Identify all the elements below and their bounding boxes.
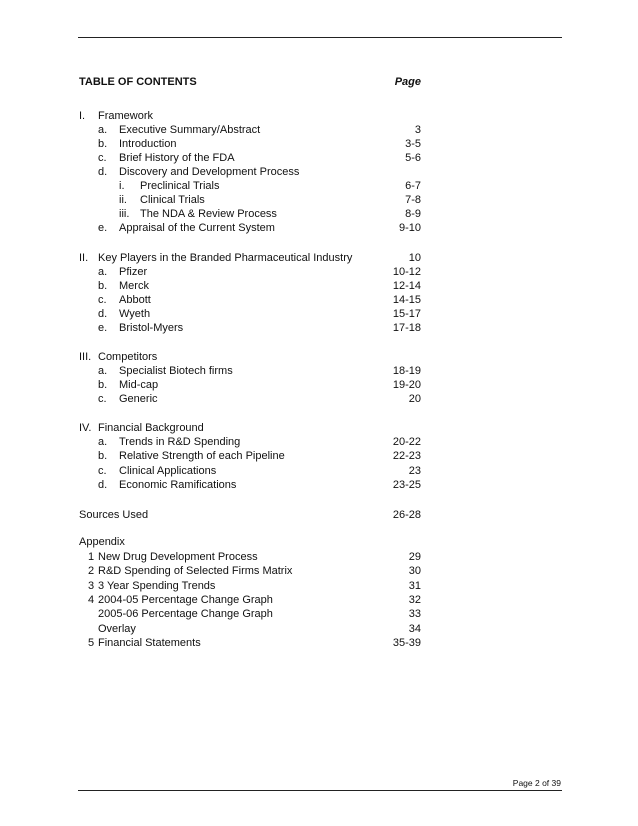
appendix-page: 30 [408,565,421,577]
appendix-entry [0,622,638,636]
entry-page: 15-17 [392,308,421,320]
entry-page: 14-15 [392,294,421,306]
sources-page: 26-28 [392,509,421,521]
toc-section [0,109,638,123]
entry-number: e. [98,322,108,334]
appendix-entry [0,593,638,607]
toc-entry [0,293,638,307]
toc-subentry [0,179,638,193]
toc-entry [0,464,638,478]
footer-rule [78,790,562,791]
entry-number: a. [98,436,108,448]
section-title: Key Players in the Branded Pharmaceutical Industry [98,252,353,264]
entry-page: 9-10 [398,222,421,234]
entry-title: Economic Ramifications [119,479,237,491]
toc-entry [0,378,638,392]
appendix-title-text: New Drug Development Process [98,551,258,563]
subentry-title: Preclinical Trials [140,180,220,192]
entry-number: c. [98,294,107,306]
subentry-number: iii. [119,208,130,220]
entry-number: c. [98,393,107,405]
entry-title: Executive Summary/Abstract [119,124,261,136]
appendix-title-text: 2004-05 Percentage Change Graph [98,594,273,606]
entry-number: d. [98,308,108,320]
toc-appendix-heading [0,535,638,549]
page-footer: Page 2 of 39 [512,778,561,788]
appendix-page: 33 [408,608,421,620]
toc-entry [0,151,638,165]
appendix-entry [0,550,638,564]
entry-number: d. [98,479,108,491]
toc-entry [0,478,638,492]
appendix-page: 31 [408,580,421,592]
toc-entry [0,449,638,463]
toc-entry [0,265,638,279]
appendix-entry [0,607,638,621]
entry-title: Wyeth [119,308,151,320]
toc-section [0,350,638,364]
toc-entry [0,137,638,151]
entry-title: Bristol-Myers [119,322,184,334]
entry-page: 23 [408,465,421,477]
appendix-title-text: Financial Statements [98,637,201,649]
subentry-page: 7-8 [405,194,421,206]
entry-title: Appraisal of the Current System [119,222,275,234]
section-number: III. [79,351,92,363]
entry-page: 19-20 [392,379,421,391]
appendix-entry [0,579,638,593]
entry-title: Merck [119,280,149,292]
entry-number: b. [98,379,108,391]
entry-number: c. [98,152,107,164]
subentry-page: 6-7 [405,180,421,192]
section-number: IV. [79,422,92,434]
appendix-title-text: Overlay [98,623,136,635]
entry-page: 17-18 [392,322,421,334]
entry-number: a. [98,266,108,278]
section-title: Competitors [98,351,158,363]
entry-page: 3 [414,124,421,136]
toc-section [0,421,638,435]
entry-page: 12-14 [392,280,421,292]
appendix-title: Appendix [79,536,125,548]
subentry-title: Clinical Trials [140,194,205,206]
entry-page: 23-25 [392,479,421,491]
section-title: Financial Background [98,422,204,434]
entry-number: b. [98,138,108,150]
entry-title: Introduction [119,138,177,150]
toc-entry [0,221,638,235]
toc-section [0,251,638,265]
appendix-page: 32 [408,594,421,606]
toc-entry [0,392,638,406]
entry-title: Pfizer [119,266,148,278]
appendix-page: 35-39 [392,637,421,649]
toc-entry [0,307,638,321]
entry-page: 18-19 [392,365,421,377]
section-page: 10 [408,252,421,264]
entry-page: 20-22 [392,436,421,448]
entry-number: a. [98,124,108,136]
entry-page: 5-6 [405,152,421,164]
entry-page: 22-23 [392,450,421,462]
entry-number: b. [98,280,108,292]
toc-sources [0,508,638,522]
appendix-title-text: 2005-06 Percentage Change Graph [98,608,273,620]
toc-entry [0,279,638,293]
subentry-number: ii. [119,194,127,206]
entry-title: Discovery and Development Process [119,166,300,178]
appendix-entry [0,564,638,578]
toc-subentry [0,207,638,221]
appendix-number: 3 [88,580,95,592]
appendix-number: 4 [88,594,95,606]
appendix-page: 34 [408,623,421,635]
appendix-title-text: 3 Year Spending Trends [98,580,216,592]
toc-entry [0,123,638,137]
subentry-page: 8-9 [405,208,421,220]
entry-number: d. [98,166,108,178]
appendix-title-text: R&D Spending of Selected Firms Matrix [98,565,293,577]
entry-number: c. [98,465,107,477]
appendix-number: 5 [88,637,95,649]
toc-heading [0,75,638,89]
toc-title: TABLE OF CONTENTS [79,76,197,88]
subentry-title: The NDA & Review Process [140,208,277,220]
section-title: Framework [98,110,154,122]
entry-number: e. [98,222,108,234]
entry-title: Abbott [119,294,151,306]
appendix-number: 1 [88,551,95,563]
entry-title: Brief History of the FDA [119,152,235,164]
entry-page: 10-12 [392,266,421,278]
appendix-page: 29 [408,551,421,563]
sources-title: Sources Used [79,509,149,521]
section-number: I. [79,110,86,122]
subentry-number: i. [119,180,125,192]
entry-title: Trends in R&D Spending [119,436,241,448]
toc-entry [0,364,638,378]
entry-title: Clinical Applications [119,465,217,477]
section-number: II. [79,252,89,264]
entry-title: Relative Strength of each Pipeline [119,450,285,462]
appendix-entry [0,636,638,650]
toc-entry [0,165,638,179]
entry-page: 3-5 [405,138,421,150]
entry-title: Generic [119,393,158,405]
appendix-number: 2 [88,565,95,577]
entry-page: 20 [408,393,421,405]
toc-entry [0,435,638,449]
toc-subentry [0,193,638,207]
entry-number: b. [98,450,108,462]
entry-number: a. [98,365,108,377]
toc-entry [0,321,638,335]
page-column-label: Page [394,76,421,88]
entry-title: Specialist Biotech firms [119,365,233,377]
header-rule [78,37,562,38]
entry-title: Mid-cap [119,379,159,391]
